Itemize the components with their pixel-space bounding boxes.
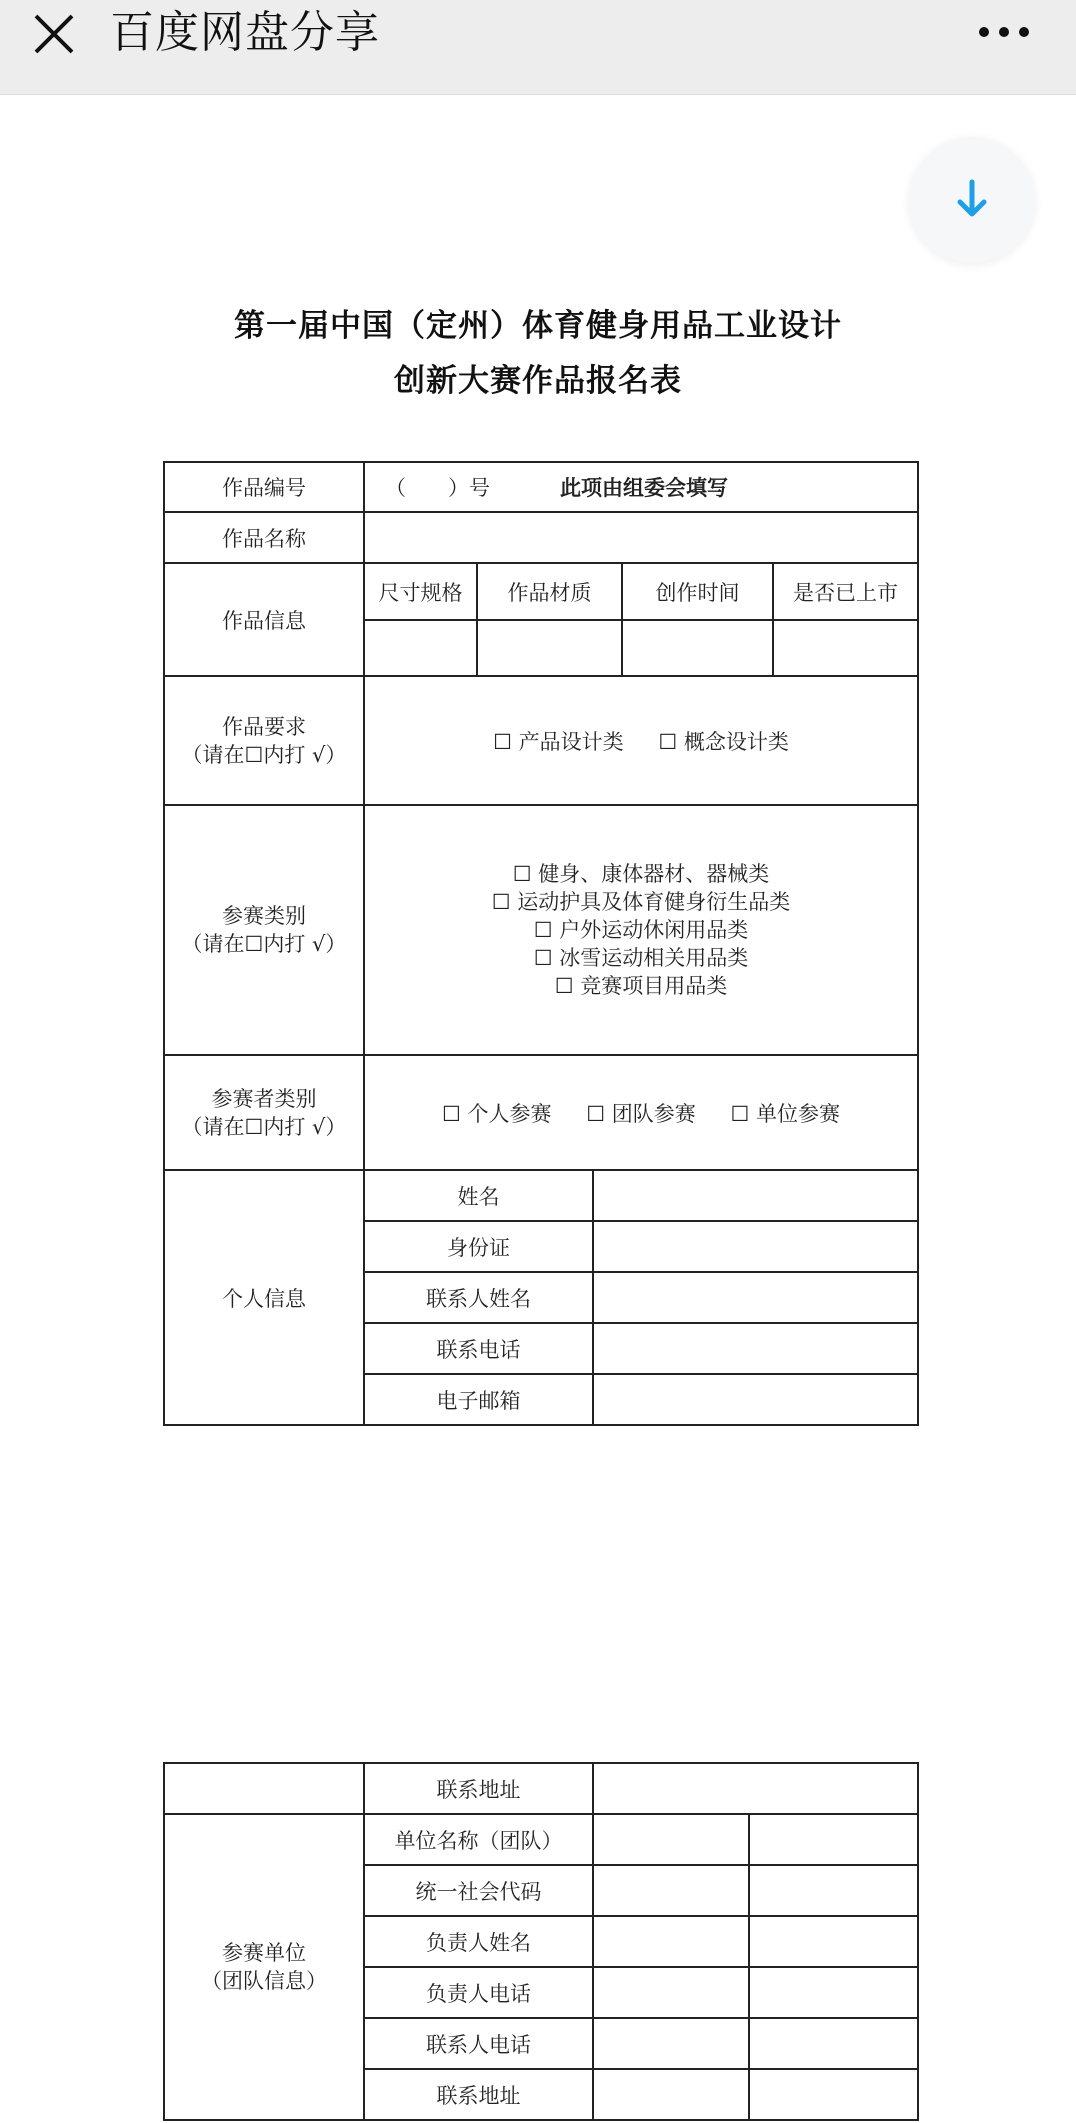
- personal-label: 个人信息: [164, 1170, 364, 1425]
- app-title: 百度网盘分享: [110, 7, 380, 58]
- personal-field-phone: 联系电话: [364, 1323, 593, 1374]
- registration-form-table-continued: [163, 1762, 919, 2121]
- info-col-listed: 是否已上市: [773, 563, 918, 620]
- personal-id-cell[interactable]: [593, 1221, 918, 1272]
- close-button[interactable]: [28, 8, 84, 64]
- org-leader-cell-a[interactable]: [593, 1916, 749, 1967]
- participant-type-hint: （请在☐内打 √）: [181, 1114, 347, 1139]
- info-size-cell[interactable]: [364, 620, 477, 676]
- row-org-name: [164, 1814, 918, 1865]
- org-contact-phone-cell-b[interactable]: [749, 2018, 918, 2069]
- personal-contact-cell[interactable]: [593, 1272, 918, 1323]
- personal-field-name: 姓名: [364, 1170, 593, 1221]
- participant-option-unit[interactable]: ☐ 单位参赛: [730, 1101, 840, 1126]
- row-number: [164, 462, 918, 512]
- top-bar: [0, 0, 1076, 95]
- info-time-cell[interactable]: [622, 620, 773, 676]
- category-option-5[interactable]: ☐ 竞赛项目用品类: [554, 974, 728, 998]
- row-participant-type: [164, 1055, 918, 1170]
- personal-phone-cell[interactable]: [593, 1323, 918, 1374]
- org-field-leader-phone: 负责人电话: [364, 1967, 593, 2018]
- info-label: 作品信息: [164, 563, 364, 676]
- requirement-option-concept[interactable]: ☐ 概念设计类: [658, 729, 789, 754]
- close-icon: [28, 8, 84, 64]
- requirement-label: 作品要求: [222, 714, 306, 739]
- name-label: 作品名称: [164, 512, 364, 563]
- organization-label: 参赛单位: [222, 1941, 306, 1965]
- number-note: 此项由组委会填写: [560, 475, 728, 500]
- org-address-cell-b[interactable]: [749, 2069, 918, 2120]
- row-continued-address: [164, 1763, 918, 1814]
- org-code-cell-a[interactable]: [593, 1865, 749, 1916]
- row-category: [164, 805, 918, 1055]
- org-field-leader: 负责人姓名: [364, 1916, 593, 1967]
- participant-option-individual[interactable]: ☐ 个人参赛: [442, 1101, 552, 1126]
- number-value: （ ）号: [385, 476, 490, 500]
- personal-field-contact: 联系人姓名: [364, 1272, 593, 1323]
- download-arrow-icon: [948, 176, 996, 224]
- download-button[interactable]: [909, 137, 1035, 263]
- personal-name-cell[interactable]: [593, 1170, 918, 1221]
- participant-option-team[interactable]: ☐ 团队参赛: [586, 1101, 696, 1126]
- org-field-contact-phone: 联系人电话: [364, 2018, 593, 2069]
- personal-field-id: 身份证: [364, 1221, 593, 1272]
- form-title-line-2: 创新大赛作品报名表: [394, 363, 682, 399]
- form-title-line-1: 第一届中国（定州）体育健身用品工业设计: [234, 308, 842, 344]
- requirement-option-product[interactable]: ☐ 产品设计类: [493, 729, 624, 754]
- row-name: [164, 512, 918, 563]
- category-option-1[interactable]: ☐ 健身、康体器材、器械类: [512, 862, 770, 886]
- row-personal-name: [164, 1170, 918, 1221]
- info-material-cell[interactable]: [477, 620, 622, 676]
- info-col-size: 尺寸规格: [364, 563, 477, 620]
- category-label: 参赛类别: [222, 904, 306, 928]
- continued-empty-cell: [164, 1763, 364, 1814]
- organization-hint: （团队信息）: [201, 1969, 327, 1993]
- registration-form-table: [163, 461, 919, 1426]
- org-leader-cell-b[interactable]: [749, 1916, 918, 1967]
- category-option-2[interactable]: ☐ 运动护具及体育健身衍生品类: [491, 890, 791, 914]
- org-code-cell-b[interactable]: [749, 1865, 918, 1916]
- row-info-header: [164, 563, 918, 620]
- info-col-material: 作品材质: [477, 563, 622, 620]
- continued-address-label: 联系地址: [364, 1763, 593, 1814]
- org-field-name: 单位名称（团队）: [364, 1814, 593, 1865]
- org-leader-phone-cell-b[interactable]: [749, 1967, 918, 2018]
- org-name-cell-b[interactable]: [749, 1814, 918, 1865]
- org-address-cell-a[interactable]: [593, 2069, 749, 2120]
- personal-email-cell[interactable]: [593, 1374, 918, 1425]
- continued-address-cell[interactable]: [593, 1763, 918, 1814]
- requirement-hint: （请在☐内打 √）: [181, 742, 347, 767]
- org-leader-phone-cell-a[interactable]: [593, 1967, 749, 2018]
- org-contact-phone-cell-a[interactable]: [593, 2018, 749, 2069]
- category-option-3[interactable]: ☐ 户外运动休闲用品类: [533, 918, 749, 942]
- personal-field-email: 电子邮箱: [364, 1374, 593, 1425]
- more-icon: [976, 22, 1036, 42]
- row-requirement: [164, 676, 918, 805]
- org-field-address: 联系地址: [364, 2069, 593, 2120]
- org-field-code: 统一社会代码: [364, 1865, 593, 1916]
- org-name-cell-a[interactable]: [593, 1814, 749, 1865]
- more-options-button[interactable]: [976, 22, 1036, 42]
- name-value-cell[interactable]: [364, 512, 918, 563]
- info-listed-cell[interactable]: [773, 620, 918, 676]
- category-hint: （请在☐内打 √）: [181, 932, 347, 956]
- info-col-time: 创作时间: [622, 563, 773, 620]
- participant-type-label: 参赛者类别: [211, 1086, 317, 1111]
- number-label: 作品编号: [164, 462, 364, 512]
- category-option-4[interactable]: ☐ 冰雪运动相关用品类: [533, 946, 749, 970]
